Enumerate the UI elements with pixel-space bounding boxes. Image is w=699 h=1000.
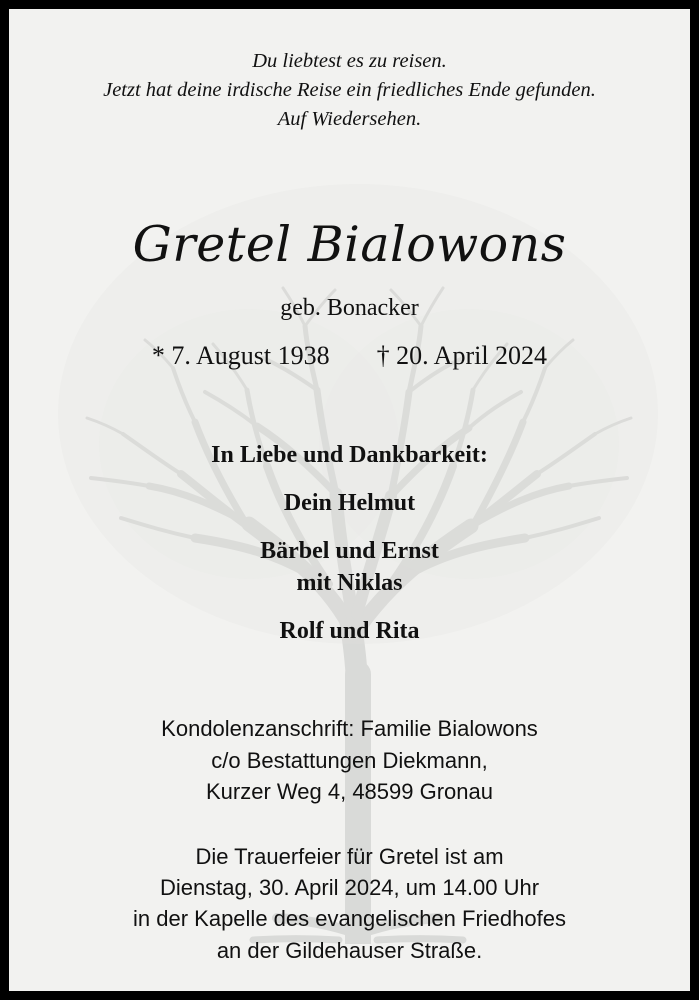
birth-date: * 7. August 1938 [151,341,330,371]
funeral-service-line-1: Die Trauerfeier für Gretel ist am [195,844,504,870]
maiden-name: geb. Bonacker [280,295,419,322]
funeral-service-line-3: in der Kapelle des evangelischen Friedhofes [133,906,566,932]
condolence-address-line-2: c/o Bestattungen Diekmann, [211,747,488,773]
deceased-name: Gretel Bialowons [132,216,567,274]
funeral-service-line-2: Dienstag, 30. April 2024, um 14.00 Uhr [159,875,540,901]
life-dates [37,341,662,371]
family-line-1: Dein Helmut [283,490,416,517]
obituary-content [9,9,690,991]
family-line-4: Rolf und Rita [279,617,420,644]
condolence-address-block [37,713,662,807]
verse-block [37,47,662,134]
verse-line-2: Jetzt hat deine irdische Reise ein friedliches Ende gefunden. [103,79,596,102]
family-line-3: mit Niklas [296,569,403,596]
family-heading: In Liebe und Dankbarkeit: [211,442,488,469]
verse-line-1: Du liebtest es zu reisen. [252,50,447,72]
death-date: † 20. April 2024 [376,341,548,371]
family-block [37,441,662,645]
verse-line-3: Auf Wiedersehen. [277,108,422,131]
funeral-service-block [37,841,662,966]
condolence-address-line-3: Kurzer Weg 4, 48599 Gronau [206,778,493,804]
family-line-2: Bärbel und Ernst [260,537,439,564]
funeral-service-line-4: an der Gildehauser Straße. [216,937,483,963]
condolence-address-line-1: Kondolenzanschrift: Familie Bialowons [161,716,538,742]
